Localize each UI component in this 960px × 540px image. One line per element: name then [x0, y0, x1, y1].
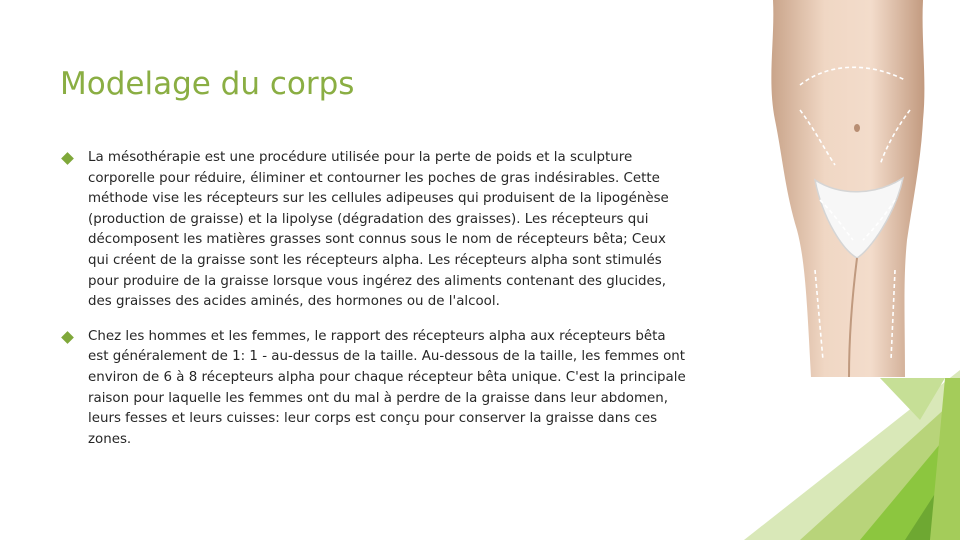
bullet-item	[60, 327, 688, 451]
bullet-text: La mésothérapie est une procédure utilisée pour la perte de poids et la sculpture corporelle pour réduire, éliminer et contourner les poches de gras indésirables. Cette méthode vise les récepteurs sur les cellules adipeuses qui produisent de la lipogénèse (production de graisse) et la lipolyse (dégradation des graisses). Les récepteurs qui décomposent les matières grasses sont connus sous le nom de récepteurs bêta; Ceux qui créent de la graisse sont les récepteurs alpha. Les récepteurs alpha sont stimulés pour produire de la graisse lorsque vous ingérez des aliments contenant des glucides, des graisses des acides aminés, des hormones ou de l'alcool.	[88, 150, 669, 310]
body-sculpting-photo	[745, 0, 945, 377]
bullet-list	[60, 148, 688, 450]
bullet-text: Chez les hommes et les femmes, le rapport des récepteurs alpha aux récepteurs bêta est généralement de 1: 1 - au-dessus de la taille. Au-dessous de la taille, les femmes ont environ de 6 à 8 récepteurs alpha pour chaque récepteur bêta unique. C'est la principale raison pour laquelle les femmes ont du mal à perdre de la graisse dans leur abdomen, leurs fesses et leurs cuisses: leur corps est conçu pour conserver la graisse dans ces zones.	[88, 328, 686, 447]
bullet-item	[60, 148, 688, 313]
slide-title: Modelage du corps	[60, 66, 355, 102]
diamond-bullet-icon	[61, 152, 74, 165]
diamond-bullet-icon	[61, 331, 74, 344]
